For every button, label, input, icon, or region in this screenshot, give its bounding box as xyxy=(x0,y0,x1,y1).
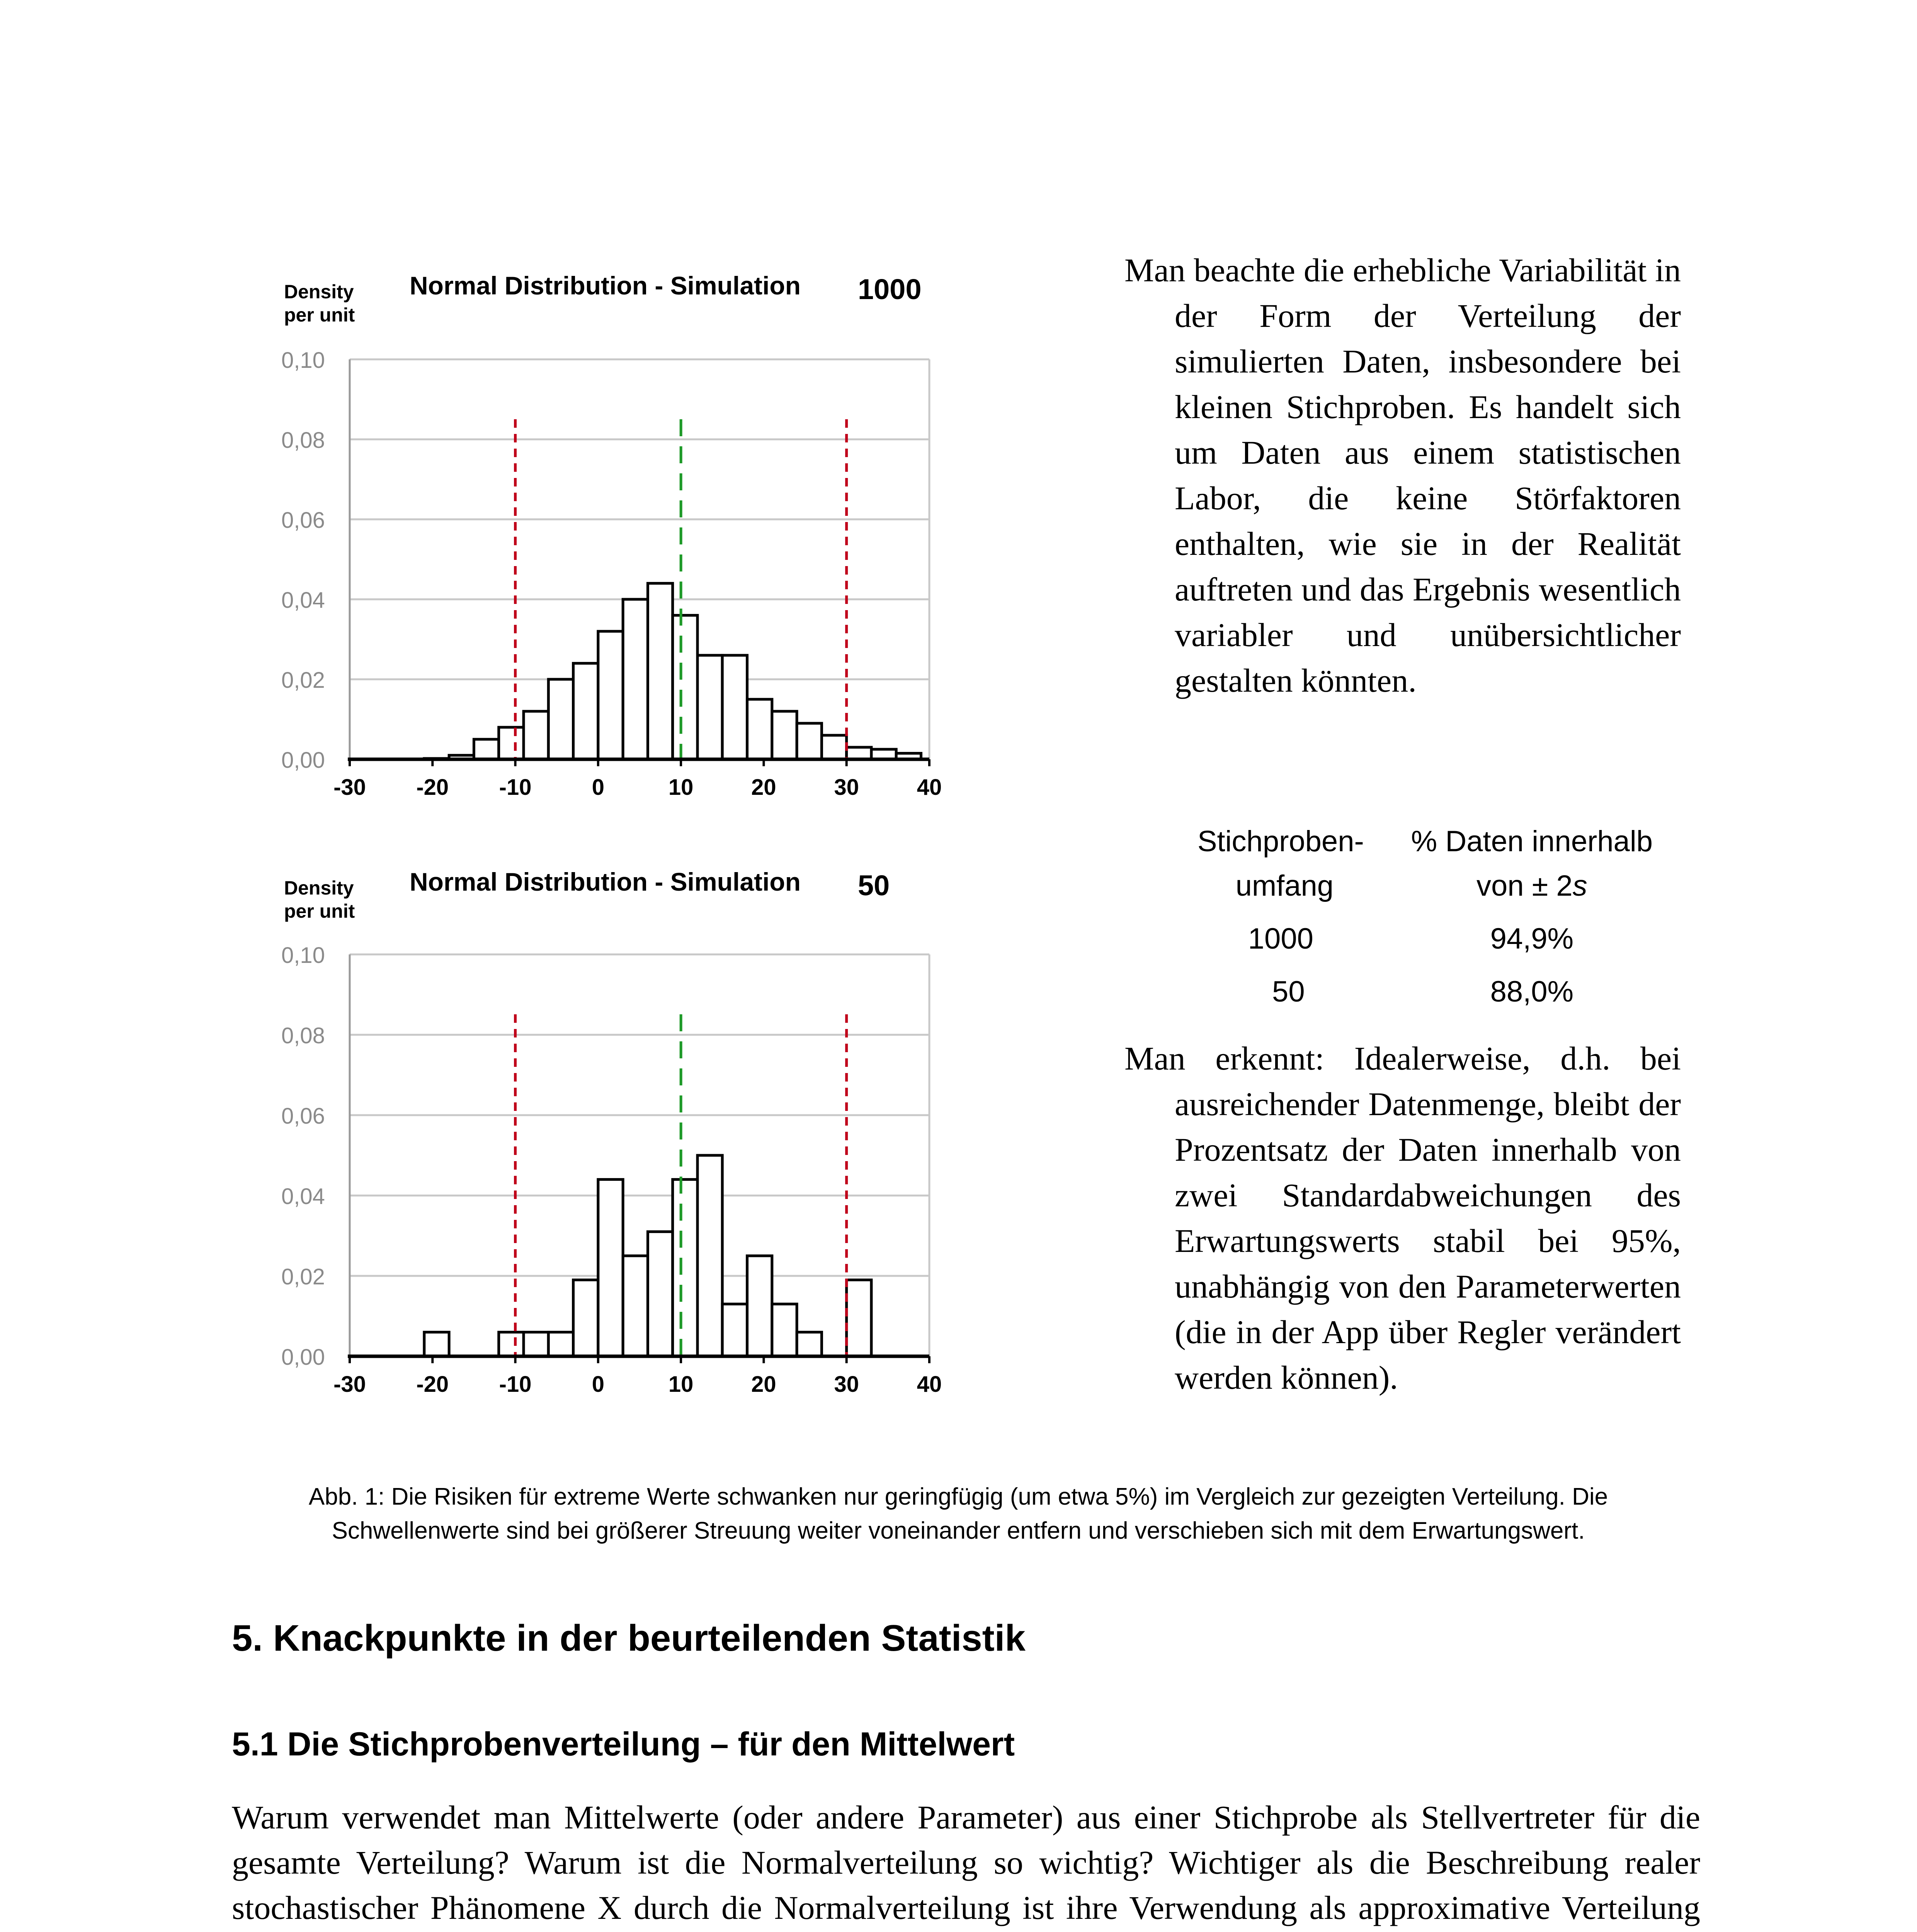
histogram-bar xyxy=(548,1332,573,1356)
histogram-bar xyxy=(598,631,623,759)
y-tick-label: 0,02 xyxy=(281,668,325,693)
chart-title: Normal Distribution - Simulation xyxy=(410,271,801,300)
y-axis-label: Density xyxy=(284,877,354,899)
histogram-bar xyxy=(697,655,722,759)
histogram-bar xyxy=(697,1155,722,1356)
x-tick-label: 0 xyxy=(592,1372,604,1397)
histogram-bar xyxy=(474,739,498,759)
x-tick-label: 30 xyxy=(834,775,859,800)
histogram-bar xyxy=(648,1232,672,1356)
y-tick-label: 0,08 xyxy=(281,428,325,453)
section-heading: 5. Knackpunkte in der beurteilenden Statistik xyxy=(232,1617,1026,1659)
side-paragraph-1 xyxy=(1124,247,1681,703)
y-axis-label: Density xyxy=(284,281,354,303)
side-paragraph-2 xyxy=(1124,1036,1681,1400)
y-tick-label: 0,08 xyxy=(281,1023,325,1048)
table-row xyxy=(1167,961,1669,1014)
histogram-bar xyxy=(722,655,747,759)
y-tick-label: 0,06 xyxy=(281,508,325,533)
histogram-bar xyxy=(747,699,772,759)
x-tick-label: -30 xyxy=(333,1372,366,1397)
histogram-bar xyxy=(524,711,548,759)
y-tick-label: 0,04 xyxy=(281,588,325,613)
histogram-bar xyxy=(747,1256,772,1356)
y-tick-label: 0,04 xyxy=(281,1184,325,1209)
x-tick-label: -30 xyxy=(333,775,366,800)
histogram-bar xyxy=(673,615,697,759)
caption-line-1: Abb. 1: Die Risiken für extreme Werte schwanken nur geringfügig (um etwa 5%) im Vergleich zur gezeigten Verteilung. Die xyxy=(308,1483,1608,1510)
x-tick-label: 40 xyxy=(917,775,942,800)
x-tick-label: 10 xyxy=(668,775,694,800)
histogram-chart-2 xyxy=(281,867,942,1397)
x-tick-label: -10 xyxy=(499,775,532,800)
x-tick-label: -20 xyxy=(416,775,449,800)
histogram-bar xyxy=(772,711,797,759)
histogram-bar xyxy=(598,1179,623,1356)
y-tick-label: 0,00 xyxy=(281,748,325,773)
histogram-bar xyxy=(722,1304,747,1356)
table-header-row xyxy=(1167,819,1669,908)
figure-histograms xyxy=(0,0,1005,1430)
table-cell-pct: 88,0% xyxy=(1490,975,1574,1008)
x-tick-label: 20 xyxy=(751,775,776,800)
histogram-bar xyxy=(797,723,822,759)
histogram-bar xyxy=(623,1256,648,1356)
y-axis-label: per unit xyxy=(284,304,355,326)
histogram-bar xyxy=(772,1304,797,1356)
x-tick-label: 0 xyxy=(592,775,604,800)
table-cell-n: 1000 xyxy=(1248,922,1313,955)
paragraph-1: Warum verwendet man Mittelwerte (oder andere Parameter) aus einer Stichprobe als Stellvertreter für die gesamte Verteilung? Warum ist die Normalverteilung so wichtig? Wichtiger als die Beschreibung realer stochastischer Phänomene X durch die Normalverteilung ist ihre Verwendung als approximative Verteilung xyxy=(232,1799,1700,1926)
y-tick-label: 0,10 xyxy=(281,348,325,373)
histogram-bar xyxy=(822,735,846,759)
histogram-bar xyxy=(847,1280,871,1356)
histogram-bar xyxy=(499,1332,524,1356)
chart-title: Normal Distribution - Simulation xyxy=(410,867,801,896)
table-cell-n: 50 xyxy=(1272,975,1305,1008)
figure-caption xyxy=(232,1480,1685,1548)
subsection-heading: 5.1 Die Stichprobenverteilung – für den Mittelwert xyxy=(232,1726,1015,1763)
y-tick-label: 0,10 xyxy=(281,943,325,968)
histogram-bar xyxy=(847,747,871,759)
y-tick-label: 0,06 xyxy=(281,1104,325,1129)
x-tick-label: 40 xyxy=(917,1372,942,1397)
sample-size-label: 1000 xyxy=(858,273,922,305)
x-tick-label: 30 xyxy=(834,1372,859,1397)
histogram-bar xyxy=(499,727,524,759)
x-tick-label: 10 xyxy=(668,1372,694,1397)
histogram-bar xyxy=(573,663,598,759)
y-axis-label: per unit xyxy=(284,900,355,922)
coverage-table xyxy=(1167,819,1669,1014)
histogram-bar xyxy=(573,1280,598,1356)
histogram-bar xyxy=(648,583,672,759)
histogram-bar xyxy=(673,1179,697,1356)
table-cell-pct: 94,9% xyxy=(1490,922,1574,955)
histogram-bar xyxy=(797,1332,822,1356)
histogram-bar xyxy=(424,1332,449,1356)
histogram-bar xyxy=(623,599,648,759)
x-tick-label: 20 xyxy=(751,1372,776,1397)
histogram-bar xyxy=(548,679,573,759)
table-row xyxy=(1167,908,1669,961)
caption-line-2: Schwellenwerte sind bei größerer Streuung weiter voneinander entfern und verschieben sich mit dem Erwartungswert. xyxy=(332,1517,1585,1544)
side-paragraph-2-text: Man erkennt: Idealerweise, d.h. bei ausreichender Datenmenge, bleibt der Prozentsatz der Daten innerhalb von zwei Standardabweichungen des Erwartungswerts stabil bei 95%, unabhängig von den Parameterwerten (die in der App über Regler verändert werden können). xyxy=(1124,1040,1681,1396)
y-tick-label: 0,00 xyxy=(281,1345,325,1370)
x-tick-label: -10 xyxy=(499,1372,532,1397)
y-tick-label: 0,02 xyxy=(281,1264,325,1289)
table-header-col1: Stichproben- umfang xyxy=(1197,825,1364,902)
table-header-col2: % Daten innerhalb von ± 2s xyxy=(1411,825,1653,902)
sample-size-label: 50 xyxy=(858,869,890,901)
histogram-chart-1 xyxy=(281,271,942,800)
x-tick-label: -20 xyxy=(416,1372,449,1397)
side-paragraph-1-text: Man beachte die erhebliche Variabilität in der Form der Verteilung der simulierten Daten, insbesondere bei kleinen Stichproben. Es handelt sich um Daten aus einem statistischen Labor, die keine Störfaktoren enthalten, wie sie in der Realität auftreten und das Ergebnis wesentlich variabler und unübersichtlicher gestalten könnten. xyxy=(1124,252,1681,699)
histogram-bar xyxy=(524,1332,548,1356)
